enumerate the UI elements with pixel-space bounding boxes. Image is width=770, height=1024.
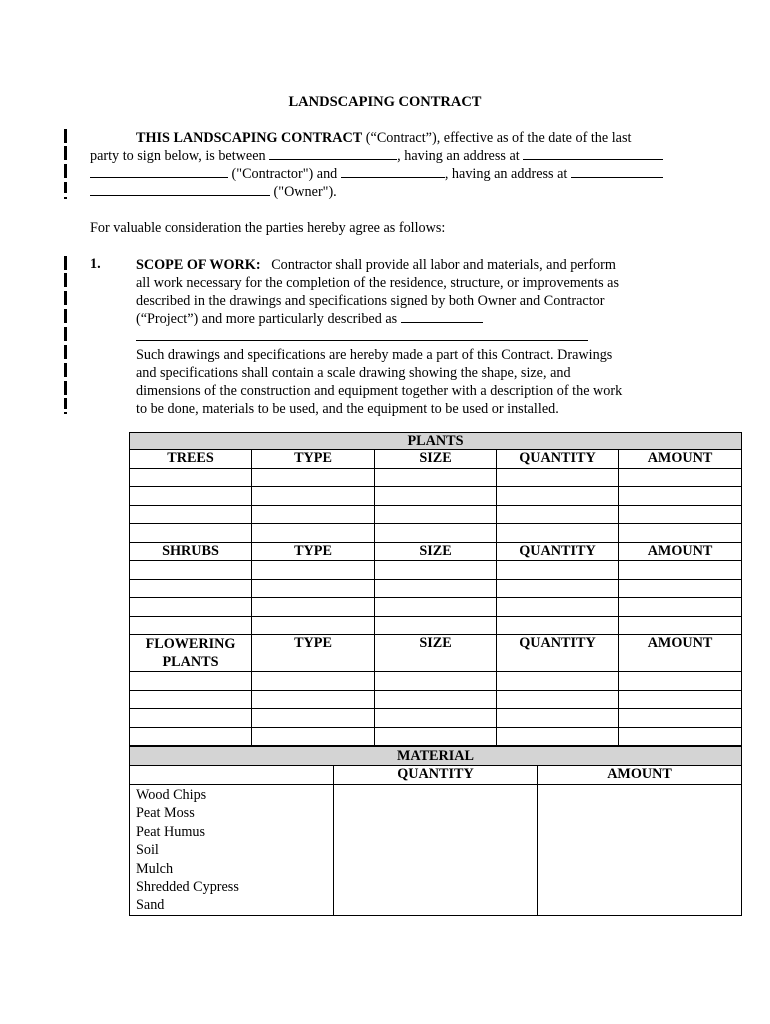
plants-table — [129, 432, 742, 746]
change-bar — [64, 291, 67, 305]
section-number: 1. — [90, 256, 101, 272]
address-blank[interactable] — [90, 183, 270, 196]
material-title: MATERIAL — [130, 747, 742, 766]
list-item: Soil — [136, 842, 159, 859]
address-blank[interactable] — [571, 165, 663, 178]
table-row[interactable] — [130, 579, 742, 598]
amount-header: AMOUNT — [619, 450, 742, 469]
trees-header: TREES — [130, 450, 252, 469]
size-header: SIZE — [375, 635, 497, 672]
table-row[interactable] — [130, 524, 742, 543]
list-item: Peat Humus — [136, 823, 205, 840]
change-bar — [64, 345, 67, 359]
change-bar — [64, 273, 67, 287]
project-description-blank[interactable] — [401, 310, 483, 323]
quantity-cell[interactable] — [334, 785, 538, 916]
material-list — [130, 785, 334, 916]
change-bar — [64, 309, 67, 323]
table-row[interactable] — [130, 598, 742, 617]
shrubs-header: SHRUBS — [130, 542, 252, 561]
list-item: Wood Chips — [136, 787, 207, 803]
table-row[interactable] — [130, 616, 742, 635]
amount-header: AMOUNT — [619, 635, 742, 672]
list-item: Peat Moss — [136, 805, 195, 822]
table-row[interactable] — [130, 505, 742, 524]
section-scope-of-work: SCOPE OF WORK: Contractor shall provide all labor and materials, and perform all work necessary for the completion of the residence, structure, or improvements as described in the drawings and specifications signed by both Owner and Contractor (“Project”) and more particularly described as Such drawings and specifications are hereby made a part of this Contract. Drawings and specifications shall contain a scale drawing showing the shape, size, and dimensions of the construction and equipment together with a description of the work to be done, materials to be used, and the equipment to be used or installed. — [136, 257, 623, 417]
intro-bold-lead: THIS LANDSCAPING CONTRACT — [136, 130, 363, 146]
quantity-header: QUANTITY — [334, 766, 538, 785]
type-header: TYPE — [252, 635, 375, 672]
change-bar — [64, 381, 67, 395]
quantity-header: QUANTITY — [497, 542, 619, 561]
change-bar — [64, 164, 67, 178]
type-header: TYPE — [252, 542, 375, 561]
table-row — [130, 542, 742, 561]
type-header: TYPE — [252, 450, 375, 469]
owner-name-blank[interactable] — [341, 165, 445, 178]
table-row[interactable] — [130, 672, 742, 691]
list-item: Mulch — [136, 860, 174, 877]
quantity-header: QUANTITY — [497, 635, 619, 672]
amount-header: AMOUNT — [619, 542, 742, 561]
consideration-text: For valuable consideration the parties hereby agree as follows: — [90, 220, 446, 236]
change-bar — [64, 327, 67, 341]
material-table — [129, 746, 742, 916]
size-header: SIZE — [375, 542, 497, 561]
intro-paragraph: THIS LANDSCAPING CONTRACT (“Contract”), effective as of the date of the last party to sign below, is between , having an address at ("Contractor") and , having an address at ("Owner"). — [90, 129, 690, 201]
change-bar — [64, 197, 67, 199]
change-bar — [64, 412, 67, 414]
table-row[interactable] — [130, 727, 742, 746]
amount-header: AMOUNT — [538, 766, 742, 785]
list-item: Shredded Cypress — [136, 879, 239, 896]
project-description-blank[interactable] — [136, 328, 588, 341]
change-bar — [64, 256, 67, 270]
size-header: SIZE — [375, 450, 497, 469]
document-title: LANDSCAPING CONTRACT — [288, 94, 482, 110]
list-item: Sand — [136, 897, 165, 914]
address-blank[interactable] — [90, 165, 228, 178]
quantity-header: QUANTITY — [497, 450, 619, 469]
change-bar — [64, 398, 67, 409]
table-row[interactable] — [130, 690, 742, 709]
table-row[interactable] — [130, 487, 742, 506]
change-bar — [64, 363, 67, 377]
amount-cell[interactable] — [538, 785, 742, 916]
table-row — [130, 635, 742, 672]
section-heading: SCOPE OF WORK: — [136, 257, 261, 273]
plants-title: PLANTS — [130, 433, 742, 450]
table-row[interactable] — [130, 561, 742, 580]
address-blank[interactable] — [523, 147, 663, 160]
table-row[interactable] — [130, 468, 742, 487]
table-row[interactable] — [130, 709, 742, 728]
flowering-plants-header: FLOWERING PLANTS — [130, 635, 252, 672]
change-bar — [64, 129, 67, 143]
party-name-blank[interactable] — [269, 147, 397, 160]
change-bar — [64, 146, 67, 160]
change-bar — [64, 182, 67, 193]
table-row — [130, 450, 742, 469]
